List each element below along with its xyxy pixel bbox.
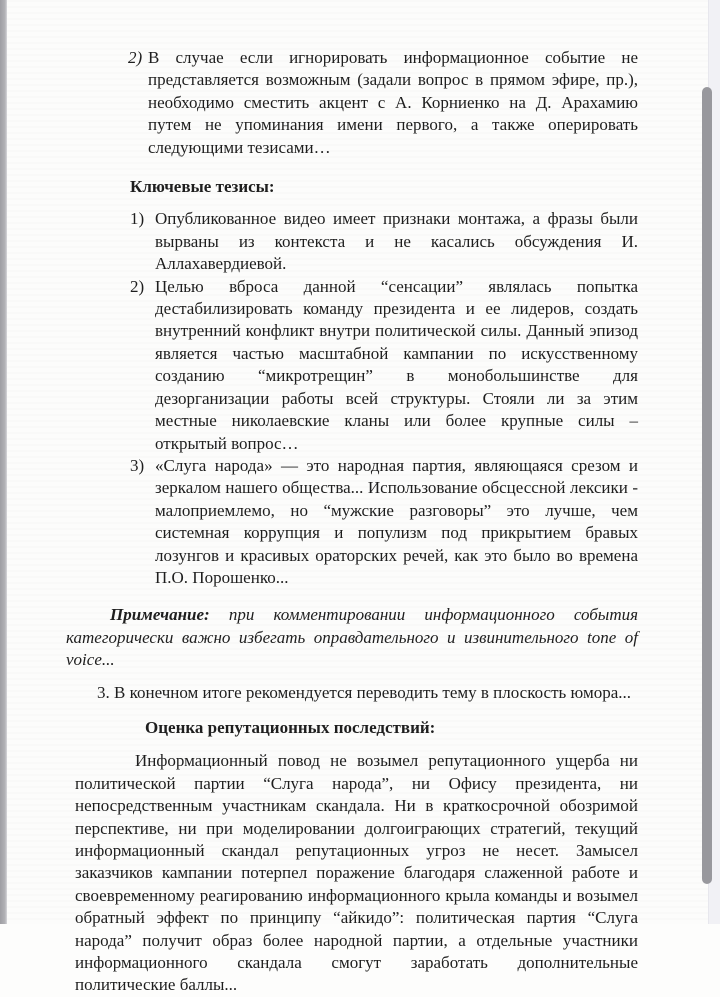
note-text: при комментировании информационного события категорически важно избегать оправдательного и извинительного tone of voice...: [66, 605, 639, 670]
list-item-number: 2): [130, 276, 145, 296]
list-item-thesis-3: [130, 455, 638, 589]
list-item-intro: [128, 47, 638, 159]
assessment-paragraph: Информационный повод не возымел репутационного ущерба ни политической партии “Слуга народа”, ни Офису президента, ни непосредственным участникам скандала. Ни в краткосрочной обозримой перспективе, ни при моделировании долгоиграющих стратегий, текущий информационный скандал репутационных угроз не несет. Замысел заказчиков кампании потерпел поражение благодаря слаженной работе и своевременному реагированию информационного крыла команды и возымел обратный эффект по принципу “айкидо”: политическая партия “Слуга народа” получит образ более народной партии, а отдельные участники информационного скандала смогут заработать дополнительные политические баллы...: [75, 751, 638, 995]
note-label: Примечание:: [110, 605, 210, 625]
list-item-number: 1): [130, 209, 145, 229]
list-item-text: Опубликованное видео имеет признаки монтажа, а фразы были вырваны из контекста и не касались обсуждения И. Аллахавердиевой.: [155, 209, 638, 274]
list-item-text: «Слуга народа» — это народная партия, являющаяся срезом и зеркалом нашего общества... Использование обсцессной лексики - малоприемлемо, но “мужские разговоры” это лучше, чем системная коррупция и популизм под прикрытием бравых лозунгов и красивых ораторских речей, как это было во времена П.О. Порошенко...: [155, 455, 638, 587]
list-item-text: Целью вброса данной “сенсации” являлась попытка дестабилизировать команду президента и ее лидеров, создать внутренний конфликт внутри политической силы. Данный эпизод является частью масштабной кампании по искусственному созданию “микротрещин” в монобольшинстве для дезорганизации работы всей структуры. Стояли ли за этим местные николаевские кланы или более крупные силы – открытый вопрос…: [155, 276, 638, 453]
list-item-text: В случае если игнорировать информационное событие не представляется возможным (задали вопрос в прямом эфире, пр.), необходимо сместить акцент с А. Корниенко на Д. Арахамию путем не упоминания имени первого, а также оперировать следующими тезисами…: [148, 48, 638, 157]
list-item-thesis-2: [130, 276, 638, 455]
humor-recommendation-line: 3. В конечном итоге рекомендуется переводить тему в плоскость юмора...: [97, 682, 632, 702]
list-item-number: 2): [128, 48, 143, 67]
assessment-heading: Оценка репутационных последствий:: [145, 717, 436, 737]
scrollbar-thumb[interactable]: [702, 87, 712, 884]
list-item-thesis-1: [130, 208, 638, 275]
note-paragraph: [66, 604, 638, 671]
list-item-number: 3): [130, 455, 145, 475]
key-theses-heading: Ключевые тезисы:: [130, 177, 275, 197]
document-content: [0, 47, 720, 997]
